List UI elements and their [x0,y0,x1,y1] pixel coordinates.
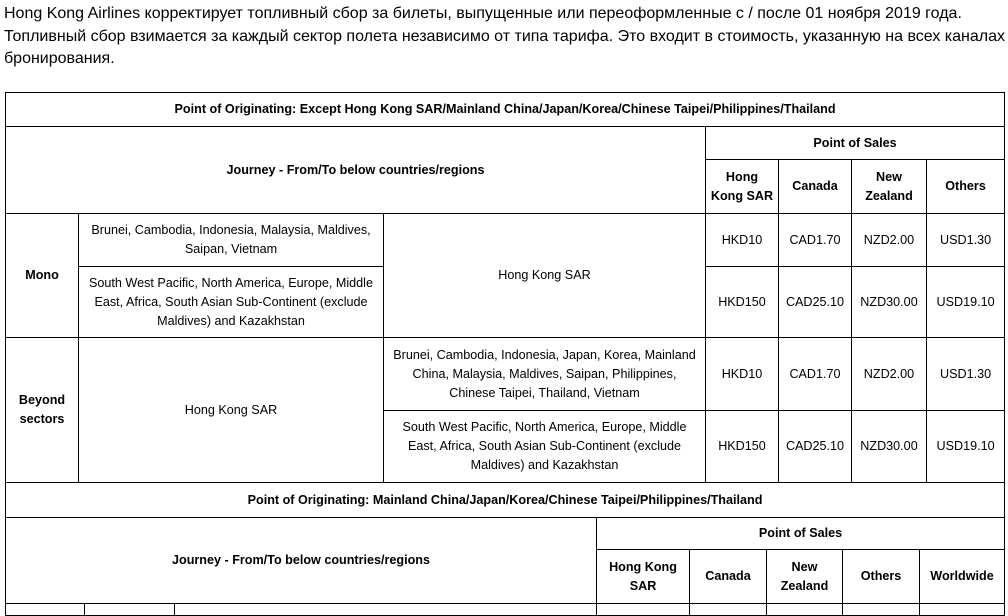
beyond-origin: Hong Kong SAR [79,338,384,483]
empty-cell [690,604,767,616]
fee-cell: CAD1.70 [779,338,852,411]
fee-cell: USD19.10 [927,411,1005,483]
fee-cell: HKD150 [706,267,779,338]
table1-col-canada: Canada [779,160,852,214]
fee-cell: CAD25.10 [779,411,852,483]
table1-col-hong-kong-sar: Hong Kong SAR [706,160,779,214]
mono-region-1: Brunei, Cambodia, Indonesia, Malaysia, Maldives, Saipan, Vietnam [79,214,384,267]
table2-col-canada: Canada [690,550,767,604]
fee-cell: NZD30.00 [852,411,927,483]
table1-col-others: Others [927,160,1005,214]
intro-paragraph: Hong Kong Airlines корректирует топливный сбор за билеты, выпущенные или переоформленные с / после 01 ноября 2019 года. Топливный сбор взимается за каждый сектор полета независимо от типа тарифа. Это входит в стоимость, указанную на всех каналах бронирования. [4,5,1006,67]
table1-pos-header: Point of Sales [706,127,1005,160]
fee-cell: CAD1.70 [779,214,852,267]
table1-journey-header: Journey - From/To below countries/regions [6,127,706,214]
empty-cell [6,604,85,616]
mono-label: Mono [6,214,79,338]
mono-region-2: South West Pacific, North America, Europe, Middle East, Africa, South Asian Sub-Continent (exclude Maldives) and Kazakhstan [79,267,384,338]
fee-cell: NZD2.00 [852,338,927,411]
empty-cell [843,604,920,616]
table1-title: Point of Originating: Except Hong Kong SAR/Mainland China/Japan/Korea/Chinese Taipei/Philippines/Thailand [6,93,1005,127]
fee-cell: NZD30.00 [852,267,927,338]
fee-cell: HKD150 [706,411,779,483]
empty-cell [175,604,597,616]
fee-cell: HKD10 [706,214,779,267]
fee-cell: CAD25.10 [779,267,852,338]
empty-cell [767,604,843,616]
table-row [6,214,1005,267]
fee-cell: USD1.30 [927,214,1005,267]
fuel-surcharge-table-1 [5,92,1005,483]
empty-cell [920,604,1005,616]
fee-cell: USD1.30 [927,338,1005,411]
table2-col-new-zealand: New Zealand [767,550,843,604]
empty-cell [597,604,690,616]
table2-journey-header: Journey - From/To below countries/regions [6,518,597,604]
table-row [6,604,1005,616]
table2-col-worldwide: Worldwide [920,550,1005,604]
beyond-region-2: South West Pacific, North America, Europe, Middle East, Africa, South Asian Sub-Continent (exclude Maldives) and Kazakhstan [384,411,706,483]
fee-cell: NZD2.00 [852,214,927,267]
fee-cell: USD19.10 [927,267,1005,338]
table-row [6,338,1005,411]
table2-col-others: Others [843,550,920,604]
mono-destination: Hong Kong SAR [384,214,706,338]
fuel-surcharge-table-2 [5,482,1005,616]
beyond-label: Beyond sectors [6,338,79,483]
table2-title: Point of Originating: Mainland China/Japan/Korea/Chinese Taipei/Philippines/Thailand [6,483,1005,518]
table1-col-new-zealand: New Zealand [852,160,927,214]
empty-cell [85,604,175,616]
table2-col-hong-kong-sar: Hong Kong SAR [597,550,690,604]
beyond-region-1: Brunei, Cambodia, Indonesia, Japan, Korea, Mainland China, Malaysia, Maldives, Saipan, Philippines, Chinese Taipei, Thailand, Vietnam [384,338,706,411]
table2-pos-header: Point of Sales [597,518,1005,550]
fee-cell: HKD10 [706,338,779,411]
